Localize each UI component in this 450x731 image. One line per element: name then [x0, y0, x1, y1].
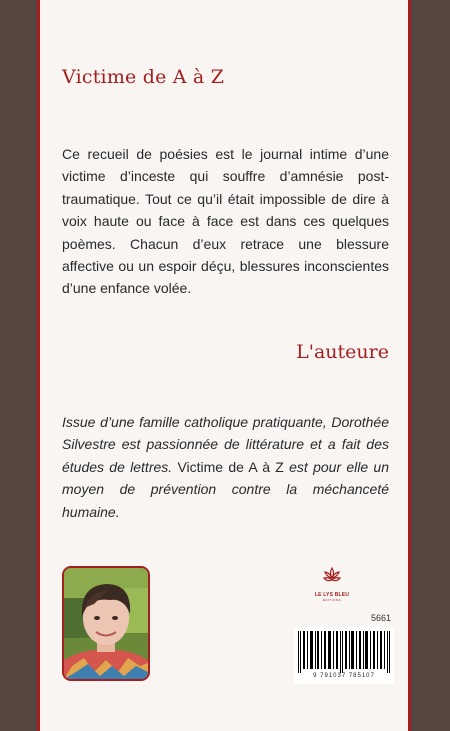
author-bio-title-ref: Victime de A à Z: [172, 458, 290, 475]
book-summary: Ce recueil de poésies est le journal intime d’une victime d’inceste qui souffre d’amnésie post-traumatique. Tout ce qu’il était impossible de dire à voix haute ou face à face est dans ces quelques poèmes. Chacun d’eux retrace une blessure affective ou un espoir déçu, blessures inconscientes d’une enfance volée.: [62, 146, 389, 297]
author-heading: L'auteure: [296, 341, 389, 363]
barcode-bars: [298, 631, 390, 673]
isbn-barcode: [294, 627, 394, 684]
author-bio-part1: Issue d’une famille catholique pratiquante, Dorothée Silvestre est passionnée de littérature et a fait des études de lettres.: [62, 414, 389, 475]
reference-code: 5661: [371, 613, 392, 623]
isbn-number: 9 791037 785107: [313, 673, 375, 679]
lotus-flower-icon: [322, 566, 342, 586]
publisher-subtitle: ÉDITIONS: [322, 598, 342, 602]
book-title: Victime de A à Z: [62, 66, 225, 88]
back-cover: [37, 0, 411, 731]
publisher-name: LE LYS BLEU: [314, 592, 350, 598]
author-bio: [62, 411, 389, 523]
author-portrait-image: [64, 568, 148, 679]
publisher-logo: [310, 566, 354, 602]
author-photo: [62, 566, 150, 681]
author-bio-part2: est pour elle un moyen de prévention contre la méchanceté humaine.: [62, 458, 390, 520]
